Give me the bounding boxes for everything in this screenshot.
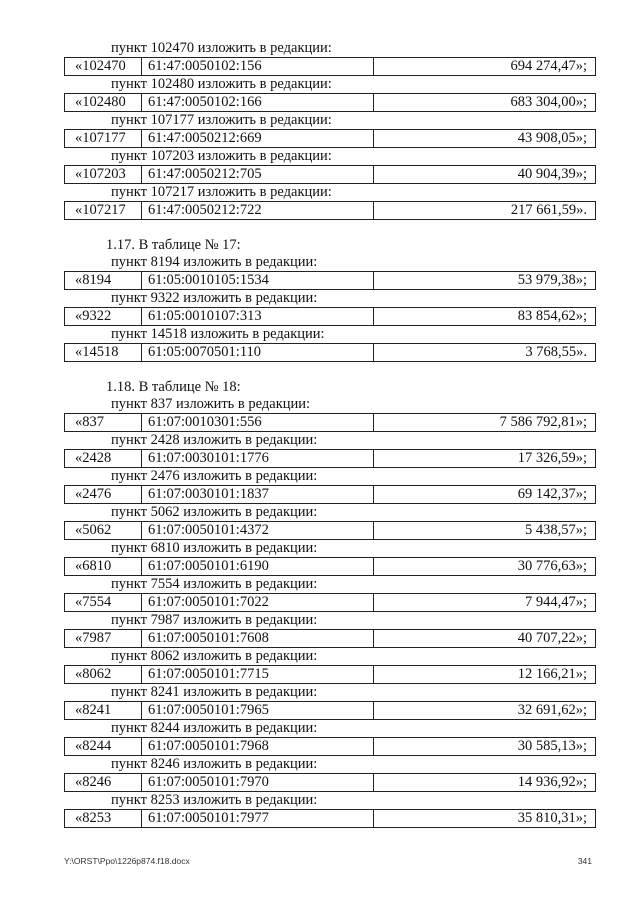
- cadastral-number-cell: 61:07:0050101:7977: [142, 810, 374, 827]
- amendment-instruction: пункт 837 изложить в редакции:: [111, 396, 311, 412]
- table-row: [64, 593, 596, 612]
- amendment-instruction: пункт 2428 изложить в редакции:: [111, 432, 318, 448]
- cadastral-number-cell: 61:05:0010105:1534: [142, 272, 374, 289]
- amendment-instruction: пункт 6810 изложить в редакции:: [111, 540, 318, 556]
- cadastral-value-cell: 30 585,13»;: [374, 738, 596, 755]
- cadastral-number-cell: 61:07:0050101:6190: [142, 558, 374, 575]
- table-row: [64, 773, 596, 792]
- cadastral-number-cell: 61:07:0050101:7022: [142, 594, 374, 611]
- table-row: [64, 629, 596, 648]
- cadastral-value-cell: 7 586 792,81»;: [374, 414, 596, 431]
- cadastral-value-cell: 43 908,05»;: [374, 130, 596, 147]
- footer-page-number: 341: [577, 856, 592, 866]
- table-row: [64, 485, 596, 504]
- table-row: [64, 701, 596, 720]
- item-number-cell: «102480: [65, 94, 142, 111]
- cadastral-value-cell: 40 904,39»;: [374, 166, 596, 183]
- item-number-cell: «2428: [65, 450, 142, 467]
- cadastral-number-cell: 61:07:0050101:7968: [142, 738, 374, 755]
- amendment-instruction: пункт 107203 изложить в редакции:: [111, 148, 332, 164]
- table-row: [64, 737, 596, 756]
- item-number-cell: «14518: [65, 344, 142, 361]
- amendment-instruction: пункт 102470 изложить в редакции:: [111, 40, 332, 56]
- amendment-instruction: пункт 102480 изложить в редакции:: [111, 76, 332, 92]
- amendment-instruction: пункт 8253 изложить в редакции:: [111, 792, 318, 808]
- item-number-cell: «8244: [65, 738, 142, 755]
- cadastral-value-cell: 30 776,63»;: [374, 558, 596, 575]
- cadastral-value-cell: 7 944,47»;: [374, 594, 596, 611]
- amendment-instruction: пункт 8062 изложить в редакции:: [111, 648, 318, 664]
- cadastral-value-cell: 14 936,92»;: [374, 774, 596, 791]
- table-row: [64, 521, 596, 540]
- table-row: [64, 129, 596, 148]
- cadastral-value-cell: 694 274,47»;: [374, 58, 596, 75]
- cadastral-number-cell: 61:07:0050101:7965: [142, 702, 374, 719]
- table-row: [64, 93, 596, 112]
- cadastral-number-cell: 61:07:0030101:1776: [142, 450, 374, 467]
- cadastral-number-cell: 61:07:0030101:1837: [142, 486, 374, 503]
- amendment-instruction: пункт 2476 изложить в редакции:: [111, 468, 318, 484]
- cadastral-number-cell: 61:47:0050212:669: [142, 130, 374, 147]
- amendment-instruction: пункт 7987 изложить в редакции:: [111, 612, 318, 628]
- table-row: [64, 57, 596, 76]
- cadastral-value-cell: 683 304,00»;: [374, 94, 596, 111]
- cadastral-number-cell: 61:07:0050101:7715: [142, 666, 374, 683]
- footer-file-path: Y:\ORST\Ppo\1226p874.f18.docx: [64, 856, 190, 866]
- table-row: [64, 271, 596, 290]
- cadastral-number-cell: 61:05:0010107:313: [142, 308, 374, 325]
- table-row: [64, 413, 596, 432]
- document-body: [64, 40, 596, 828]
- amendment-instruction: пункт 107177 изложить в редакции:: [111, 112, 332, 128]
- table-row: [64, 201, 596, 220]
- cadastral-value-cell: 69 142,37»;: [374, 486, 596, 503]
- amendment-instruction: пункт 14518 изложить в редакции:: [111, 326, 325, 342]
- cadastral-value-cell: 17 326,59»;: [374, 450, 596, 467]
- table-row: [64, 449, 596, 468]
- item-number-cell: «8253: [65, 810, 142, 827]
- item-number-cell: «107177: [65, 130, 142, 147]
- table-row: [64, 307, 596, 326]
- item-number-cell: «6810: [65, 558, 142, 575]
- item-number-cell: «7554: [65, 594, 142, 611]
- cadastral-value-cell: 83 854,62»;: [374, 308, 596, 325]
- cadastral-number-cell: 61:47:0050102:156: [142, 58, 374, 75]
- cadastral-number-cell: 61:47:0050102:166: [142, 94, 374, 111]
- table-row: [64, 665, 596, 684]
- amendment-instruction: пункт 5062 изложить в редакции:: [111, 504, 318, 520]
- cadastral-number-cell: 61:05:0070501:110: [142, 344, 374, 361]
- amendment-instruction: пункт 7554 изложить в редакции:: [111, 576, 318, 592]
- item-number-cell: «102470: [65, 58, 142, 75]
- cadastral-value-cell: 53 979,38»;: [374, 272, 596, 289]
- amendment-instruction: пункт 8246 изложить в редакции:: [111, 756, 318, 772]
- cadastral-number-cell: 61:47:0050212:705: [142, 166, 374, 183]
- item-number-cell: «8194: [65, 272, 142, 289]
- amendment-instruction: пункт 9322 изложить в редакции:: [111, 290, 318, 306]
- item-number-cell: «7987: [65, 630, 142, 647]
- item-number-cell: «5062: [65, 522, 142, 539]
- cadastral-value-cell: 3 768,55».: [374, 344, 596, 361]
- item-number-cell: «9322: [65, 308, 142, 325]
- item-number-cell: «2476: [65, 486, 142, 503]
- item-number-cell: «8062: [65, 666, 142, 683]
- table-row: [64, 343, 596, 362]
- cadastral-number-cell: 61:07:0010301:556: [142, 414, 374, 431]
- cadastral-value-cell: 217 661,59».: [374, 202, 596, 219]
- cadastral-number-cell: 61:47:0050212:722: [142, 202, 374, 219]
- cadastral-value-cell: 5 438,57»;: [374, 522, 596, 539]
- amendment-instruction: пункт 8194 изложить в редакции:: [111, 254, 318, 270]
- item-number-cell: «107217: [65, 202, 142, 219]
- cadastral-number-cell: 61:07:0050101:4372: [142, 522, 374, 539]
- item-number-cell: «107203: [65, 166, 142, 183]
- amendment-instruction: пункт 107217 изложить в редакции:: [111, 184, 332, 200]
- cadastral-number-cell: 61:07:0050101:7608: [142, 630, 374, 647]
- amendment-instruction: пункт 8244 изложить в редакции:: [111, 720, 318, 736]
- cadastral-value-cell: 12 166,21»;: [374, 666, 596, 683]
- table-row: [64, 165, 596, 184]
- section-heading: 1.18. В таблице № 18:: [106, 379, 241, 395]
- cadastral-value-cell: 32 691,62»;: [374, 702, 596, 719]
- table-row: [64, 557, 596, 576]
- cadastral-value-cell: 40 707,22»;: [374, 630, 596, 647]
- item-number-cell: «837: [65, 414, 142, 431]
- table-row: [64, 809, 596, 828]
- cadastral-value-cell: 35 810,31»;: [374, 810, 596, 827]
- amendment-instruction: пункт 8241 изложить в редакции:: [111, 684, 318, 700]
- cadastral-number-cell: 61:07:0050101:7970: [142, 774, 374, 791]
- item-number-cell: «8246: [65, 774, 142, 791]
- section-heading: 1.17. В таблице № 17:: [106, 237, 241, 253]
- item-number-cell: «8241: [65, 702, 142, 719]
